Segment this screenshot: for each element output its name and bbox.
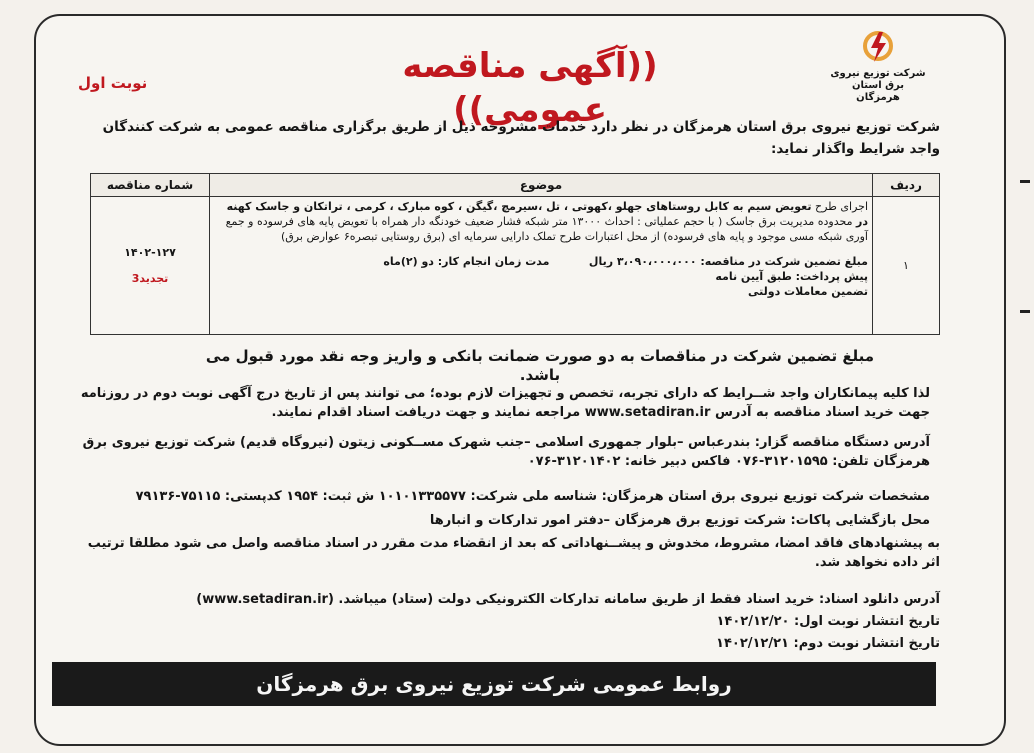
company-logo bbox=[830, 30, 926, 103]
guarantee-line bbox=[214, 254, 868, 284]
download-address: آدرس دانلود اسناد: خرید اسناد فقط از طریق سامانه تدارکات الکترونیکی دولت (ستاد) میباشد. (www.setadiran.ir) bbox=[196, 592, 940, 607]
second-publish-date: تاریخ انتشار نوبت دوم: ۱۴۰۲/۱۲/۲۱ bbox=[716, 636, 940, 651]
subject-details: محدوده مدیریت برق جاسک ( با حجم عملیاتی : احداث ۱۳۰۰۰ متر شبکه فشار ضعیف خودنگه دار همراه با تعویض پایه های فرسوده و جمع آوری شبکه مسی موجود و پایه های فرسوده) از محل اعتبارات طرح تملک دارایی سرمایه ای (برق روستایی تبصره۶ عوارض برق) bbox=[225, 215, 868, 243]
intro-text: شرکت توزیع نیروی برق استان هرمزگان در نظر دارد خدمات مشروحه ذیل از طریق برگزاری مناقصه عمومی به شرکت کنندگان واجد شرایط واگذار نماید: bbox=[102, 119, 940, 157]
tender-number: ۱۴۰۲-۱۲۷ bbox=[124, 245, 176, 259]
edge-mark bbox=[1020, 180, 1030, 183]
table-header-row bbox=[91, 174, 940, 197]
header-subject: موضوع bbox=[210, 174, 873, 197]
renewal-badge: تجدید3 bbox=[131, 271, 169, 285]
company-info: مشخصات شرکت توزیع نیروی برق استان هرمزگان: شناسه ملی شرکت: ۱۰۱۰۱۳۳۵۵۷۷ ش ثبت: ۱۹۵۴ کدپستی: ۷۵۱۱۵-۷۹۱۳۶ bbox=[135, 489, 930, 504]
subject-cell bbox=[210, 197, 873, 335]
guarantee-type: تضمین معاملات دولتی bbox=[748, 285, 868, 298]
prepayment: پیش پرداخت: طبق آیین نامه bbox=[715, 270, 868, 283]
lightning-logo-icon bbox=[860, 30, 896, 64]
table-row bbox=[91, 197, 940, 335]
header-tender-number: شماره مناقصه bbox=[91, 174, 210, 197]
opening-place: محل بازگشایی پاکات: شرکت توزیع برق هرمزگان –دفتر امور تدارکات و انبارها bbox=[429, 513, 930, 528]
contractors-paragraph: لذا کلیه پیمانکاران واجد شــرایط که دارای تجربه، تخصص و تجهیزات لازم بوده؛ می توانند پس از تاریخ درج آگهی نوبت دوم در روزنامه جهت خرید اسناد مناقصه به آدرس www.setadiran.ir مراجعه نمایند و جهت دریافت اسناد اقدام نمایند. bbox=[80, 386, 930, 420]
work-duration: مدت زمان انجام کار: دو (۲)ماه bbox=[383, 255, 550, 268]
row-number: ۱ bbox=[873, 197, 940, 335]
guarantee-amount: مبلغ تضمین شرکت در مناقصه: ۳،۰۹۰،۰۰۰،۰۰۰ ریال bbox=[588, 255, 868, 268]
edge-mark bbox=[1020, 310, 1030, 313]
guarantee-note: مبلغ تضمین شرکت در مناقصات به دو صورت ضمانت بانکی و واریز وجه نقد مورد قبول می باشد. bbox=[205, 347, 875, 384]
subject-prefix: اجرای طرح bbox=[814, 200, 868, 213]
address-paragraph: آدرس دستگاه مناقصه گزار: بندرعباس –بلوار جمهوری اسلامی –جنب شهرک مســکونی زیتون (نیروگاه قدیم) شرکت توزیع نیروی برق هرمزگان تلفن: ۳۱۲۰۱۵۹۵-۰۷۶ فاکس دبیر خانه: ۳۱۲۰۱۴۰۲-۰۷۶ bbox=[82, 435, 930, 469]
public-relations-footer: روابط عمومی شرکت توزیع نیروی برق هرمزگان bbox=[52, 662, 936, 706]
first-publish-date: تاریخ انتشار نوبت اول: ۱۴۰۲/۱۲/۲۰ bbox=[716, 614, 940, 629]
notice-title: ((آگهی مناقصه عمومی)) bbox=[402, 46, 658, 130]
header-row-number: ردیف bbox=[873, 174, 940, 197]
edition-label: نوبت اول bbox=[78, 74, 148, 92]
tender-table bbox=[90, 173, 940, 335]
logo-caption: شرکت توزیع نیروی برق استان هرمزگان bbox=[830, 68, 926, 103]
invalid-offers-paragraph: به پیشنهادهای فاقد امضا، مشروط، مخدوش و پیشــنهاداتی که بعد از انقضاء مدت مقرر در اسناد مناقصه واصل می شود مطلقا ترتیب اثر داده نخواهد شد. bbox=[87, 536, 940, 570]
tender-number-cell bbox=[91, 197, 210, 335]
subject-title: تعویض سیم به کابل روستاهای جهلو ،کهوتی ، تل ،سیرمچ ،گیگن ، کوه مبارک ، کرمی ، تراتکان و جاسک کهنه در bbox=[226, 200, 868, 228]
